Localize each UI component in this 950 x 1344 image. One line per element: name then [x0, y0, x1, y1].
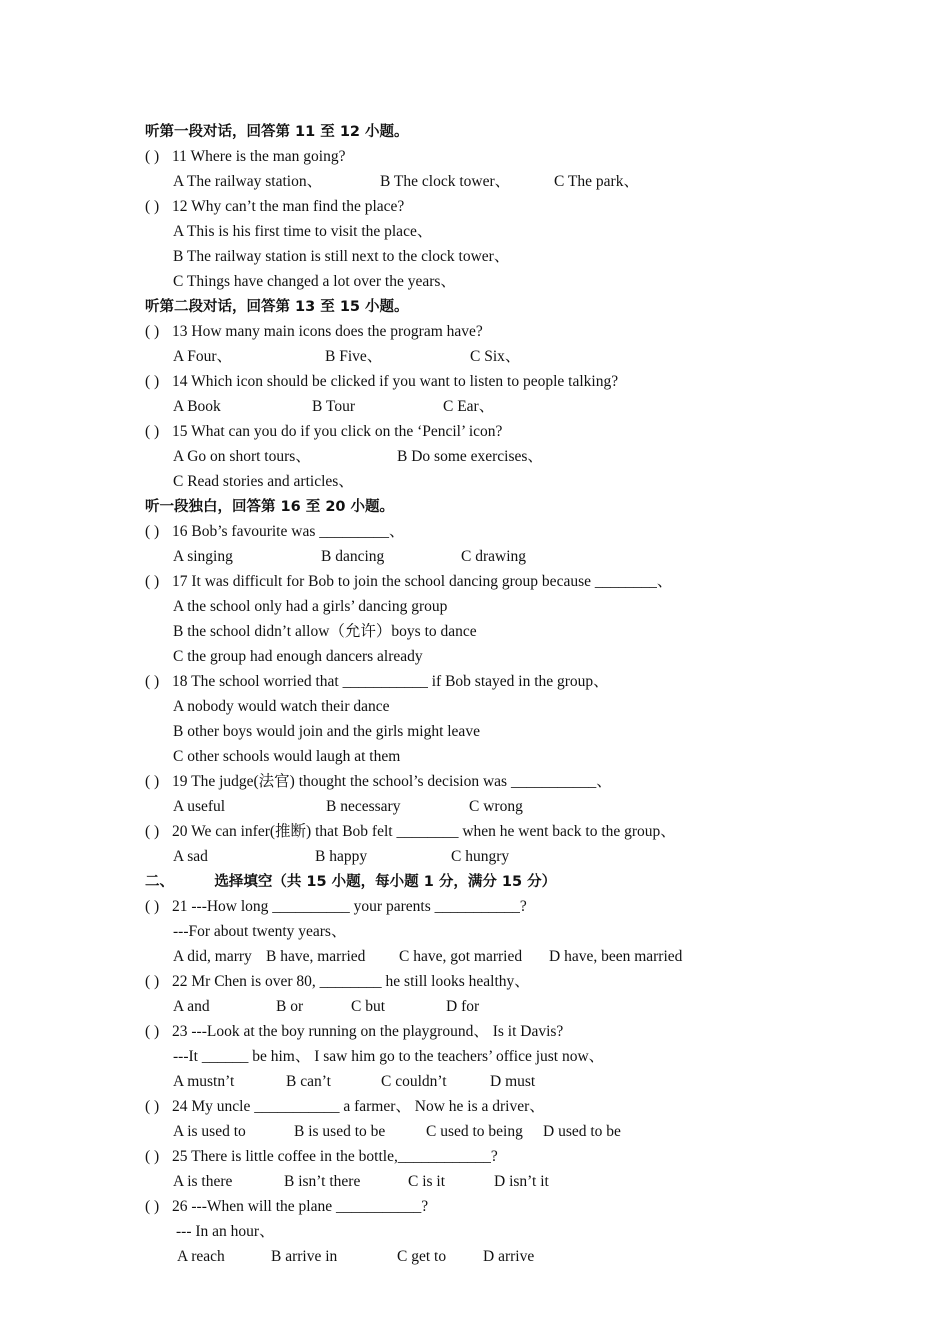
option-d: D used to be — [543, 1123, 621, 1140]
option-c: C other schools would laugh at them — [173, 748, 401, 765]
option-b: B Tour — [312, 398, 355, 415]
option-a: A is used to — [173, 1123, 246, 1140]
option-c: C used to being — [426, 1123, 523, 1140]
answer-bracket: ( ) — [145, 1098, 160, 1115]
option-c: C drawing — [461, 548, 527, 565]
option-a: A This is his first time to visit the place、 — [173, 223, 433, 240]
option-b: B Do some exercises、 — [397, 448, 543, 465]
question-15 — [145, 422, 502, 442]
question-24 — [145, 1097, 545, 1117]
option-a: A mustn’t — [173, 1073, 235, 1090]
option-a: A did, marry — [173, 948, 252, 965]
question-12 — [145, 197, 404, 217]
option-c: C the group had enough dancers already — [173, 648, 423, 665]
question-text: 17 It was difficult for Bob to join the school dancing group because ________、 — [172, 573, 673, 590]
option-d: D isn’t it — [494, 1173, 549, 1190]
option-c: C wrong — [469, 798, 523, 815]
answer-bracket: ( ) — [145, 573, 160, 590]
question-16 — [145, 522, 404, 542]
question-text: 18 The school worried that ___________ if Bob stayed in the group、 — [172, 673, 609, 690]
question-text: 11 Where is the man going? — [172, 148, 346, 165]
option-c: C couldn’t — [381, 1073, 447, 1090]
option-c: C but — [351, 998, 386, 1015]
question-text: 21 ---How long __________ your parents ___________? — [172, 898, 527, 915]
answer-bracket: ( ) — [145, 373, 160, 390]
option-a: A is there — [173, 1173, 233, 1190]
option-b: B other boys would join and the girls might leave — [173, 723, 480, 740]
option-b: B can’t — [286, 1073, 331, 1090]
question-text: 12 Why can’t the man find the place? — [172, 198, 405, 215]
question-text: 26 ---When will the plane ___________? — [172, 1198, 429, 1215]
answer-bracket: ( ) — [145, 773, 160, 790]
question-text: 23 ---Look at the boy running on the playground、 Is it Davis? — [172, 1023, 564, 1040]
question-text: 24 My uncle ___________ a farmer、 Now he is a driver、 — [172, 1098, 545, 1115]
answer-bracket: ( ) — [145, 898, 160, 915]
option-b: B isn’t there — [284, 1173, 361, 1190]
option-c: C hungry — [451, 848, 510, 865]
option-a: A the school only had a girls’ dancing group — [173, 598, 448, 615]
option-c: C Things have changed a lot over the years、 — [173, 273, 456, 290]
question-25 — [145, 1147, 498, 1167]
question-21 — [145, 897, 527, 917]
option-c: C is it — [408, 1173, 446, 1190]
answer-bracket: ( ) — [145, 523, 160, 540]
option-c: C The park、 — [554, 173, 639, 190]
answer-bracket: ( ) — [145, 1198, 160, 1215]
option-b: B The railway station is still next to the clock tower、 — [173, 248, 510, 265]
question-text: 14 Which icon should be clicked if you want to listen to people talking? — [172, 373, 619, 390]
option-b: B have, married — [266, 948, 366, 965]
option-d: D must — [490, 1073, 536, 1090]
answer-bracket: ( ) — [145, 673, 160, 690]
option-a: A useful — [173, 798, 226, 815]
question-17 — [145, 572, 672, 592]
option-d: D for — [446, 998, 480, 1015]
question-text: 19 The judge(法官) thought the school’s decision was ___________、 — [172, 773, 612, 790]
answer-bracket: ( ) — [145, 323, 160, 340]
dialogue-reply: ---It ______ be him、 I saw him go to the teachers’ office just now、 — [173, 1048, 605, 1065]
option-b: B arrive in — [271, 1248, 338, 1265]
option-a: A singing — [173, 548, 233, 565]
answer-bracket: ( ) — [145, 198, 160, 215]
option-b: B dancing — [321, 548, 385, 565]
option-a: A nobody would watch their dance — [173, 698, 390, 715]
question-22 — [145, 972, 530, 992]
answer-bracket: ( ) — [145, 423, 160, 440]
question-26 — [145, 1197, 428, 1217]
option-a: A reach — [177, 1248, 225, 1265]
dialogue-reply: --- In an hour、 — [176, 1223, 275, 1240]
option-d: D have, been married — [549, 948, 683, 965]
option-c: C Ear、 — [443, 398, 495, 415]
section-heading: 听第一段对话，回答第 11 至 12 小题。 — [145, 124, 409, 140]
question-text: 13 How many main icons does the program have? — [172, 323, 483, 340]
option-b: B The clock tower、 — [380, 173, 511, 190]
question-text: 15 What can you do if you click on the ‘Pencil’ icon? — [172, 423, 503, 440]
question-11 — [145, 147, 345, 167]
option-c: C have, got married — [399, 948, 523, 965]
section-heading: 听一段独白，回答第 16 至 20 小题。 — [145, 499, 395, 515]
question-19 — [145, 772, 612, 792]
question-text: 16 Bob’s favourite was _________、 — [172, 523, 405, 540]
option-b: B the school didn’t allow（允许）boys to dance — [173, 623, 477, 640]
option-c: C Six、 — [470, 348, 521, 365]
question-text: 25 There is little coffee in the bottle,____________? — [172, 1148, 498, 1165]
answer-bracket: ( ) — [145, 148, 160, 165]
question-text: 20 We can infer(推断) that Bob felt ________ when he went back to the group、 — [172, 823, 676, 840]
question-23 — [145, 1022, 563, 1042]
answer-bracket: ( ) — [145, 973, 160, 990]
option-c: C get to — [397, 1248, 447, 1265]
dialogue-reply: ---For about twenty years、 — [173, 923, 347, 940]
option-b: B or — [276, 998, 304, 1015]
option-a: A Four、 — [173, 348, 232, 365]
option-a: A and — [173, 998, 210, 1015]
answer-bracket: ( ) — [145, 1148, 160, 1165]
question-text: 22 Mr Chen is over 80, ________ he still looks healthy、 — [172, 973, 530, 990]
option-c: C Read stories and articles、 — [173, 473, 354, 490]
option-b: B is used to be — [294, 1123, 386, 1140]
option-d: D arrive — [483, 1248, 535, 1265]
question-13 — [145, 322, 483, 342]
option-a: A Go on short tours、 — [173, 448, 311, 465]
section-heading: 二、 选择填空（共 15 小题，每小题 1 分，满分 15 分） — [145, 874, 557, 890]
option-a: A The railway station、 — [173, 173, 323, 190]
option-b: B necessary — [326, 798, 401, 815]
option-b: B Five、 — [325, 348, 383, 365]
option-b: B happy — [315, 848, 368, 865]
answer-bracket: ( ) — [145, 1023, 160, 1040]
answer-bracket: ( ) — [145, 823, 160, 840]
question-18 — [145, 672, 609, 692]
section-heading: 听第二段对话，回答第 13 至 15 小题。 — [145, 299, 409, 315]
option-a: A Book — [173, 398, 221, 415]
question-14 — [145, 372, 618, 392]
option-a: A sad — [173, 848, 208, 865]
question-20 — [145, 822, 676, 842]
